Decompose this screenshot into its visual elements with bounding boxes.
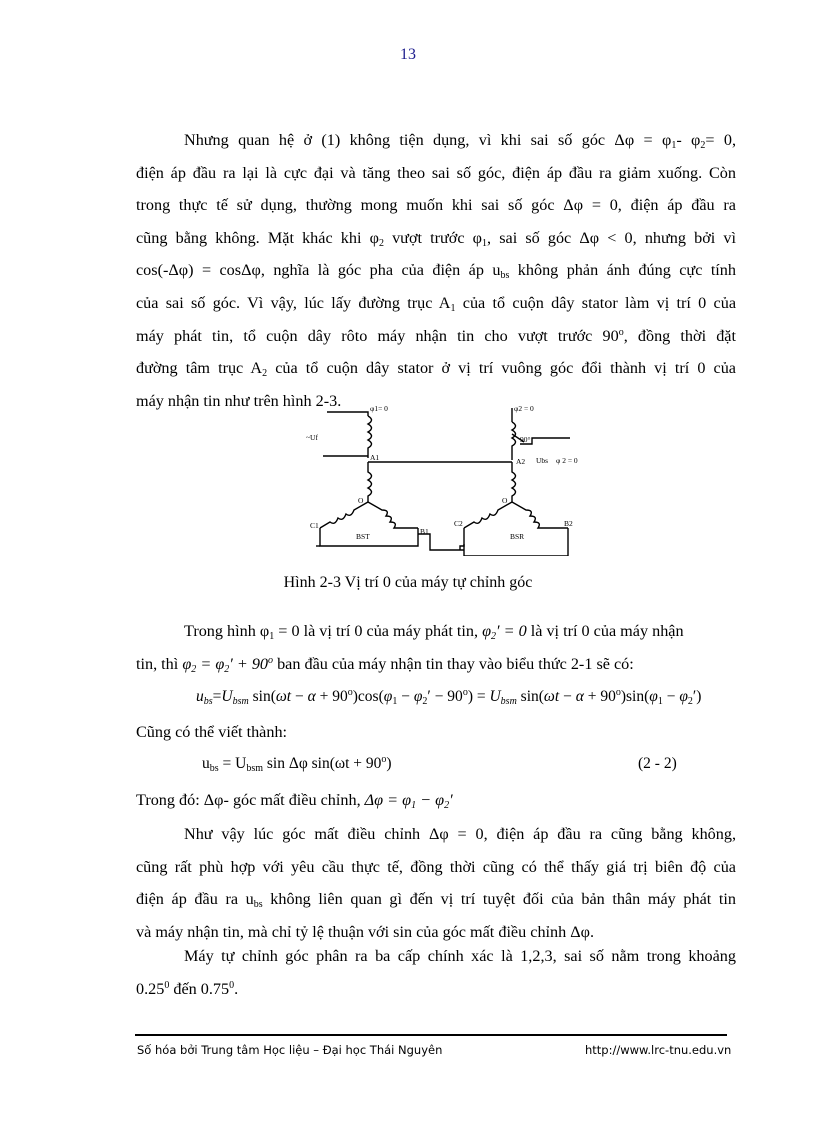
- footer-source: Số hóa bởi Trung tâm Học liệu – Đại học Thái Nguyên: [137, 1043, 443, 1057]
- formula-2: $u_{bs} = U_{bsm}$ sin Δφ $\sin(\omega t + 90^o)$: [202, 754, 392, 774]
- a2-label: A2: [516, 457, 526, 466]
- b1-label: B1: [420, 527, 429, 536]
- paragraph-3: Như vậy lúc góc mất điều chỉnh Δφ = 0, điện áp đầu ra cũng bằng không, cũng rất phù hợp với yêu cầu thực tế, đồng thời cũng có thể thấy giá trị biên độ của điện áp đầu ra $u_{bs}$ không liên quan gì đến vị trí tuyệt đối của bản thân máy phát tin và máy nhận tin, mà chỉ tỷ lệ thuận với sin của góc mất điều chỉnh Δφ.: [136, 825, 736, 941]
- paragraph-4: Máy tự chỉnh góc phân ra ba cấp chính xác là 1,2,3, sai số nằm trong khoảng 0.25$^0$ đến 0.75$^0$.: [136, 947, 736, 998]
- angle-label: 90°: [520, 435, 531, 444]
- equation-number: (2 - 2): [638, 755, 677, 772]
- bst-label: BST: [356, 532, 370, 541]
- phi2-out-label: φ 2 = 0: [556, 456, 578, 465]
- figure-2-3-diagram: [300, 398, 590, 556]
- figure-caption: Hình 2-3 Vị trí 0 của máy tự chỉnh góc: [283, 574, 533, 591]
- ubs-label: Ubs: [536, 456, 549, 465]
- footer-url[interactable]: http://www.lrc-tnu.edu.vn: [585, 1043, 732, 1057]
- b2-label: B2: [564, 519, 573, 528]
- formula-1: $u_{bs}=U_{bsm}$ $\sin(\omega t - \alpha + 90^o)\cos(\varphi_1 - \varphi_2' - 90^o) = U_{bsm}$ $\sin(\omega t - \alpha + 90^o)\sin(\varphi_1 - \varphi_2')$: [196, 687, 702, 707]
- paragraph-1: Nhưng quan hệ ở (1) không tiện dụng, vì khi sai số góc $\Delta\varphi = \varphi_1-$ $\varphi_2= 0$, điện áp đầu ra lại là cực đại và tăng theo sai số góc, điện áp đầu ra giảm xuống. Còn trong thực tế sử dụng, thường mong muốn khi sai số góc Δφ = 0, điện áp đầu ra cũng bằng không. Mặt khác khi $\varphi_2$ vượt trước $\varphi_1$, sai số góc Δφ < 0, nhưng bởi vì cos(-Δφ) = cosΔφ, nghĩa là góc pha của điện áp $u_{bs}$ không phản ánh đúng cực tính của sai số góc. Vì vậy, lúc lấy đường trục $A_1$ của tổ cuộn dây stator làm vị trí 0 của máy phát tin, tổ cuộn dây rôto máy nhận tin cho vượt trước 90$^o$, đồng thời đặt đường tâm trục $A_2$ của tổ cuộn dây stator ở vị trí vuông góc đổi thành vị trí 0 của máy nhận tin như trên hình 2-3.: [136, 131, 736, 410]
- a1-label: A1: [370, 453, 380, 462]
- o2-label: O: [502, 496, 508, 505]
- phi1-label: φ1= 0: [370, 404, 388, 413]
- page-number: 13: [400, 46, 416, 63]
- paragraph-2: Trong hình $\varphi_1 = 0$ là vị trí 0 của máy phát tin, $\varphi_2' = 0$ là vị trí 0 của máy nhận tin, thì $\varphi_2 = \varphi_2' + 90^o$ ban đầu của máy nhận tin thay vào biểu thức 2-1 sẽ có:: [136, 622, 684, 675]
- c1-label: C1: [310, 521, 319, 530]
- c2-label: C2: [454, 519, 463, 528]
- bsr-label: BSR: [510, 532, 525, 541]
- phi2-eq: $\varphi_2 = \varphi_2' + 90^o$: [182, 654, 274, 675]
- rewrite-line: Cũng có thể viết thành:: [136, 723, 288, 741]
- where-line: Trong đó: Δφ- góc mất điều chỉnh, $\Delta\varphi = \varphi_1 - \varphi_2'$: [136, 791, 453, 811]
- phi2-label: φ2 = 0: [514, 404, 534, 413]
- uf-label: ~Uf: [306, 433, 318, 442]
- footer-rule: [135, 1034, 727, 1036]
- phi2-prime-zero: $\varphi_2' = 0$: [482, 622, 527, 642]
- o1-label: O: [358, 496, 364, 505]
